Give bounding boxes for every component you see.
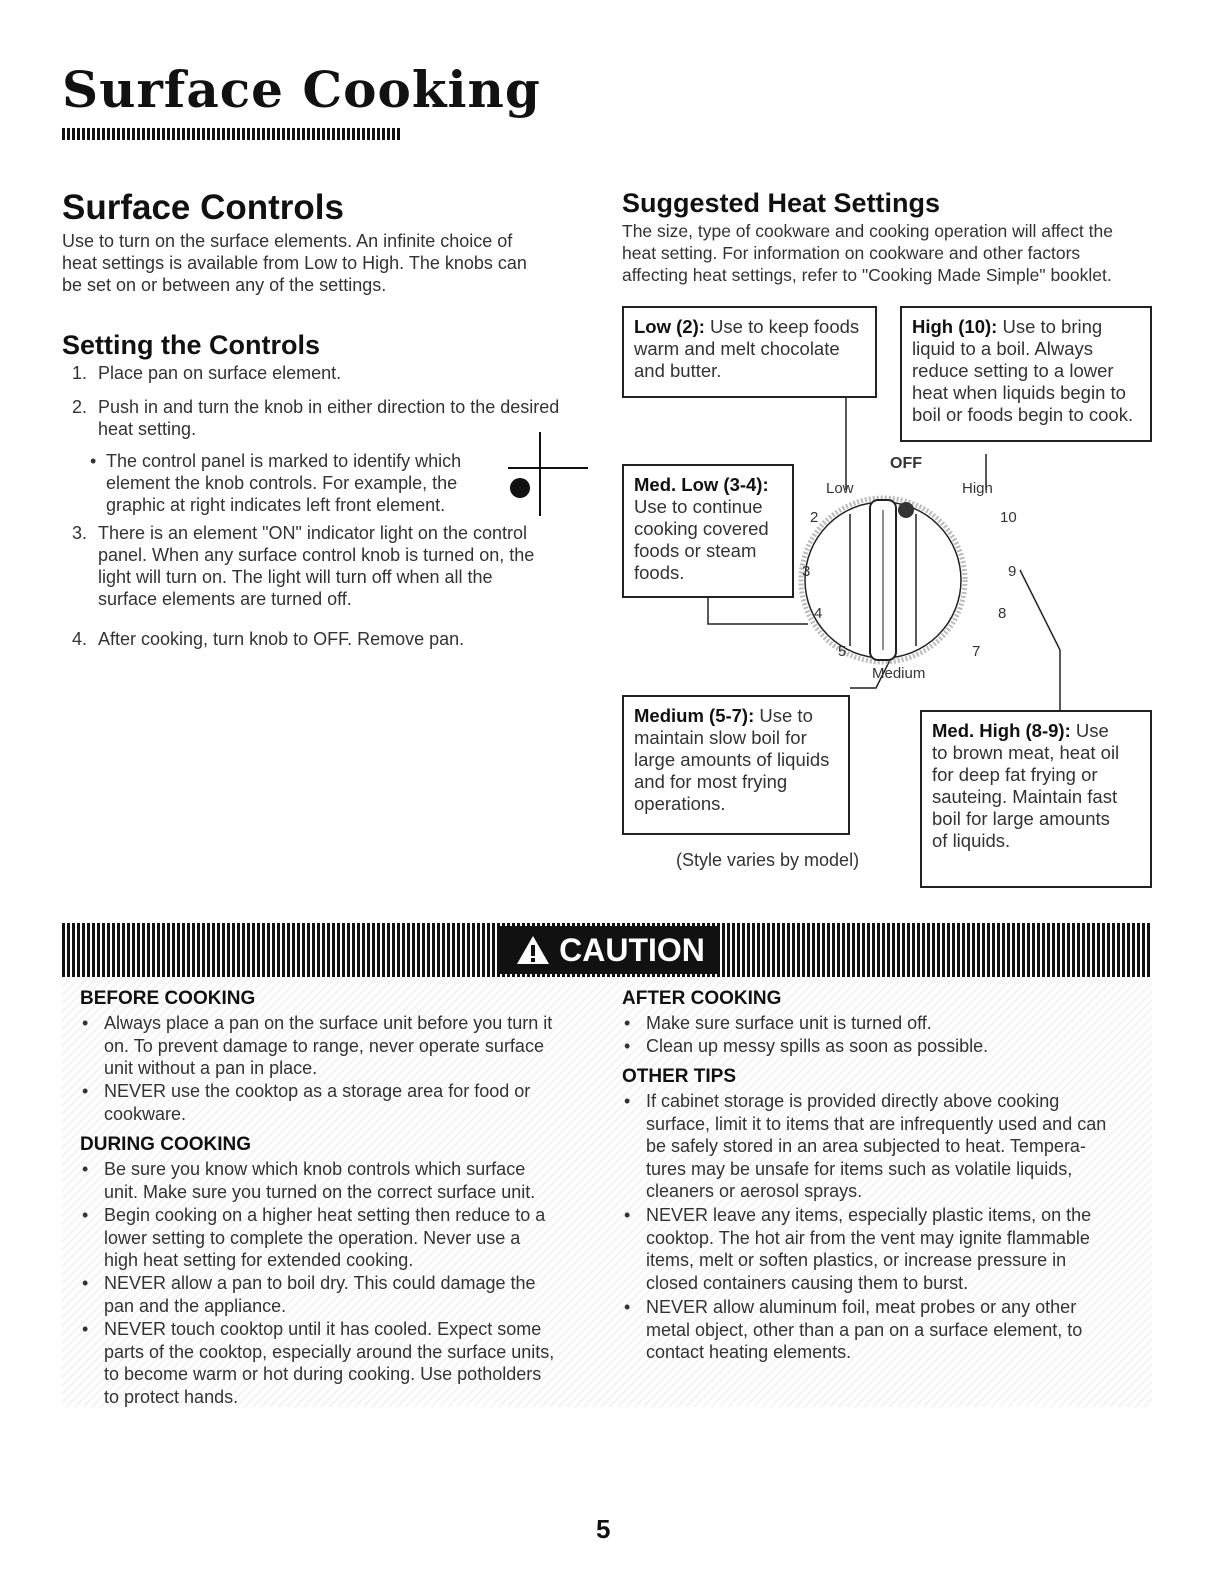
suggested-heat-text (622, 220, 1157, 286)
text-line: Be sure you know which knob controls which surface (104, 1159, 526, 1179)
style-note: (Style varies by model) (676, 850, 860, 870)
medium-label: Medium (5-7): (634, 705, 755, 726)
text-line: pan and the appliance. (104, 1295, 287, 1316)
list-item (646, 1296, 1082, 1364)
text-line: heat setting. For information on cookware and other factors (622, 243, 1081, 263)
text-line: be set on or between any of the settings. (62, 275, 387, 295)
text-line: boil or foods begin to cook. (912, 404, 1134, 425)
bullet: • (82, 1205, 89, 1225)
bullet: • (82, 1159, 89, 1179)
text-line: NEVER leave any items, especially plastic items, on the (646, 1205, 1092, 1225)
after-cooking-heading: AFTER COOKING (622, 988, 782, 1009)
knob-2-label: 2 (810, 509, 819, 526)
list-number: 2. (72, 397, 88, 417)
knob-high-label: High (962, 480, 993, 497)
setting-controls-heading: Setting the Controls (62, 330, 320, 360)
text-line: cookware. (104, 1103, 187, 1124)
bullet: • (624, 1205, 631, 1225)
text-line: contact heating elements. (646, 1342, 852, 1362)
text-line: on. To prevent damage to range, never operate surface (104, 1035, 544, 1056)
med-low-label: Med. Low (3-4): (634, 474, 769, 495)
text-line: graphic at right indicates left front element. (106, 495, 446, 515)
list-item (98, 362, 341, 384)
low-label: Low (2): (634, 316, 705, 337)
text-line: cooktop. The hot air from the vent may ignite flammable (646, 1227, 1090, 1248)
text-line: heat settings is available from Low to High. The knobs can (62, 253, 527, 273)
text-line: NEVER allow a pan to boil dry. This could damage the (104, 1273, 536, 1293)
text-line: tures may be unsafe for items such as volatile liquids, (646, 1158, 1073, 1179)
left-front-element-icon (500, 432, 590, 516)
low-setting-box (622, 306, 877, 398)
knob-5-label: 5 (838, 643, 847, 660)
bullet: • (82, 1081, 89, 1101)
text-line: closed containers causing them to burst. (646, 1272, 969, 1293)
text-line: light will turn on. The light will turn off when all the (98, 567, 493, 587)
text-line: NEVER allow aluminum foil, meat probes or any other (646, 1297, 1077, 1317)
list-item (104, 1272, 536, 1317)
text-line: Always place a pan on the surface unit before you turn it (104, 1013, 553, 1033)
list-item (98, 522, 534, 610)
bullet: • (82, 1319, 89, 1339)
after-cooking-list (624, 1012, 1144, 1062)
before-cooking-list (82, 1012, 602, 1124)
text-line: and butter. (634, 360, 722, 381)
list-item (646, 1012, 932, 1035)
list-number: 4. (72, 629, 88, 649)
bullet: • (624, 1091, 631, 1111)
text-line: and for most frying (634, 771, 788, 792)
text-line: unit. Make sure you turned on the correct surface unit. (104, 1181, 536, 1202)
text-line: parts of the cooktop, especially around the surface units, (104, 1341, 555, 1362)
warning-icon (515, 934, 551, 966)
high-setting-box (900, 306, 1152, 442)
knob-medium-label: Medium (872, 665, 926, 682)
list-item (646, 1090, 1106, 1203)
text-line: operations. (634, 793, 726, 814)
knob-7-label: 7 (972, 643, 981, 660)
surface-controls-heading: Surface Controls (62, 188, 344, 227)
text-line: Push in and turn the knob in either direction to the desired (98, 397, 560, 417)
text-line: liquid to a boil. Always (912, 338, 1093, 359)
text-line: items, melt or soften plastics, or increase pressure in (646, 1250, 1067, 1270)
text-line: to brown meat, heat oil (932, 742, 1120, 763)
text-line: NEVER use the cooktop as a storage area for food or (104, 1081, 531, 1101)
list-item (646, 1035, 988, 1058)
med-high-setting-box (920, 710, 1152, 888)
text-line: foods. (634, 562, 685, 583)
text-line: maintain slow boil for (634, 727, 807, 748)
text-line: cooking covered (634, 518, 769, 539)
bullet: • (82, 1273, 89, 1293)
before-cooking-heading: BEFORE COOKING (80, 988, 256, 1009)
bullet: • (82, 1013, 89, 1033)
text-line: Use to continue (634, 496, 763, 517)
text-line: reduce setting to a lower (912, 360, 1114, 381)
page-number: 5 (596, 1514, 611, 1544)
list-item (104, 1158, 535, 1203)
bullet: • (624, 1297, 631, 1317)
text-line: Begin cooking on a higher heat setting then reduce to a (104, 1205, 546, 1225)
text-line: If cabinet storage is provided directly above cooking (646, 1091, 1060, 1111)
text-line: There is an element "ON" indicator light on the control (98, 523, 527, 543)
text-line: element the knob controls. For example, the (106, 473, 458, 493)
text-line: Use to keep foods (704, 316, 860, 337)
text-line: surface, limit it to items that are infrequently used and can (646, 1113, 1107, 1134)
med-low-setting-box (622, 464, 794, 598)
text-line: Use to bring (997, 316, 1103, 337)
text-line: Use to turn on the surface elements. An infinite choice of (62, 231, 513, 251)
caution-text: CAUTION (559, 931, 705, 968)
text-line: foods or steam (634, 540, 757, 561)
bullet: • (624, 1036, 631, 1056)
text-line: cleaners or aerosol sprays. (646, 1181, 863, 1201)
list-number: 3. (72, 523, 88, 543)
knob-10-label: 10 (1000, 509, 1017, 526)
list-item (104, 1204, 545, 1272)
list-item (104, 1012, 552, 1080)
text-line: of liquids. (932, 830, 1011, 851)
during-cooking-list (82, 1158, 602, 1408)
text-line: to become warm or hot during cooking. Use potholders (104, 1364, 542, 1384)
text-line: be safely stored in an area subjected to heat. Tempera- (646, 1136, 1086, 1156)
knob-9-label: 9 (1008, 563, 1017, 580)
text-line: for deep fat frying or (932, 764, 1098, 785)
list-number: 1. (72, 363, 88, 383)
bullet: • (624, 1013, 631, 1033)
text-line: affecting heat settings, refer to "Cooking Made Simple" booklet. (622, 265, 1112, 285)
text-line: Make sure surface unit is turned off. (646, 1013, 932, 1033)
text-line: surface elements are turned off. (98, 589, 352, 609)
text-line: NEVER touch cooktop until it has cooled. Expect some (104, 1319, 542, 1339)
text-line: lower setting to complete the operation. Never use a (104, 1227, 521, 1248)
text-line: boil for large amounts (932, 808, 1110, 829)
text-line: Use (1070, 720, 1109, 741)
medium-setting-box (622, 695, 850, 835)
knob-off-label: OFF (890, 455, 922, 472)
med-high-label: Med. High (8-9): (932, 720, 1071, 741)
text-line: warm and melt chocolate (634, 338, 840, 359)
title-underline (62, 128, 402, 140)
knob-3-label: 3 (802, 563, 811, 580)
text-line: large amounts of liquids (634, 749, 830, 770)
text-line: The control panel is marked to identify which (106, 451, 462, 471)
text-line: Place pan on surface element. (98, 363, 342, 383)
high-label: High (10): (912, 316, 998, 337)
text-line: to protect hands. (104, 1386, 239, 1407)
text-line: high heat setting for extended cooking. (104, 1250, 414, 1270)
text-line: heat setting. (98, 419, 197, 439)
text-line: sauteing. Maintain fast (932, 786, 1118, 807)
text-line: heat when liquids begin to (912, 382, 1126, 403)
knob-low-label: Low (826, 480, 854, 497)
text-line: metal object, other than a pan on a surface element, to (646, 1319, 1083, 1340)
list-item (104, 1080, 530, 1125)
surface-controls-text (62, 230, 602, 296)
text-line: Clean up messy spills as soon as possible. (646, 1036, 989, 1056)
caution-label (500, 926, 720, 974)
text-line: After cooking, turn knob to OFF. Remove pan. (98, 629, 465, 649)
knob-4-label: 4 (814, 605, 823, 622)
other-tips-heading: OTHER TIPS (622, 1066, 737, 1087)
list-item (106, 450, 461, 516)
text-line: Use to (754, 705, 813, 726)
text-line: panel. When any surface control knob is turned on, the (98, 545, 535, 565)
page-title: Surface Cooking (62, 60, 541, 119)
text-line: unit without a pan in place. (104, 1058, 318, 1078)
list-item (98, 628, 464, 650)
bullet: • (90, 451, 97, 471)
list-item (646, 1204, 1091, 1294)
text-line: The size, type of cookware and cooking operation will affect the (622, 221, 1113, 241)
other-tips-list (624, 1090, 1149, 1370)
list-item (104, 1318, 554, 1408)
during-cooking-heading: DURING COOKING (80, 1134, 251, 1155)
suggested-heat-heading: Suggested Heat Settings (622, 188, 941, 218)
knob-8-label: 8 (998, 605, 1007, 622)
